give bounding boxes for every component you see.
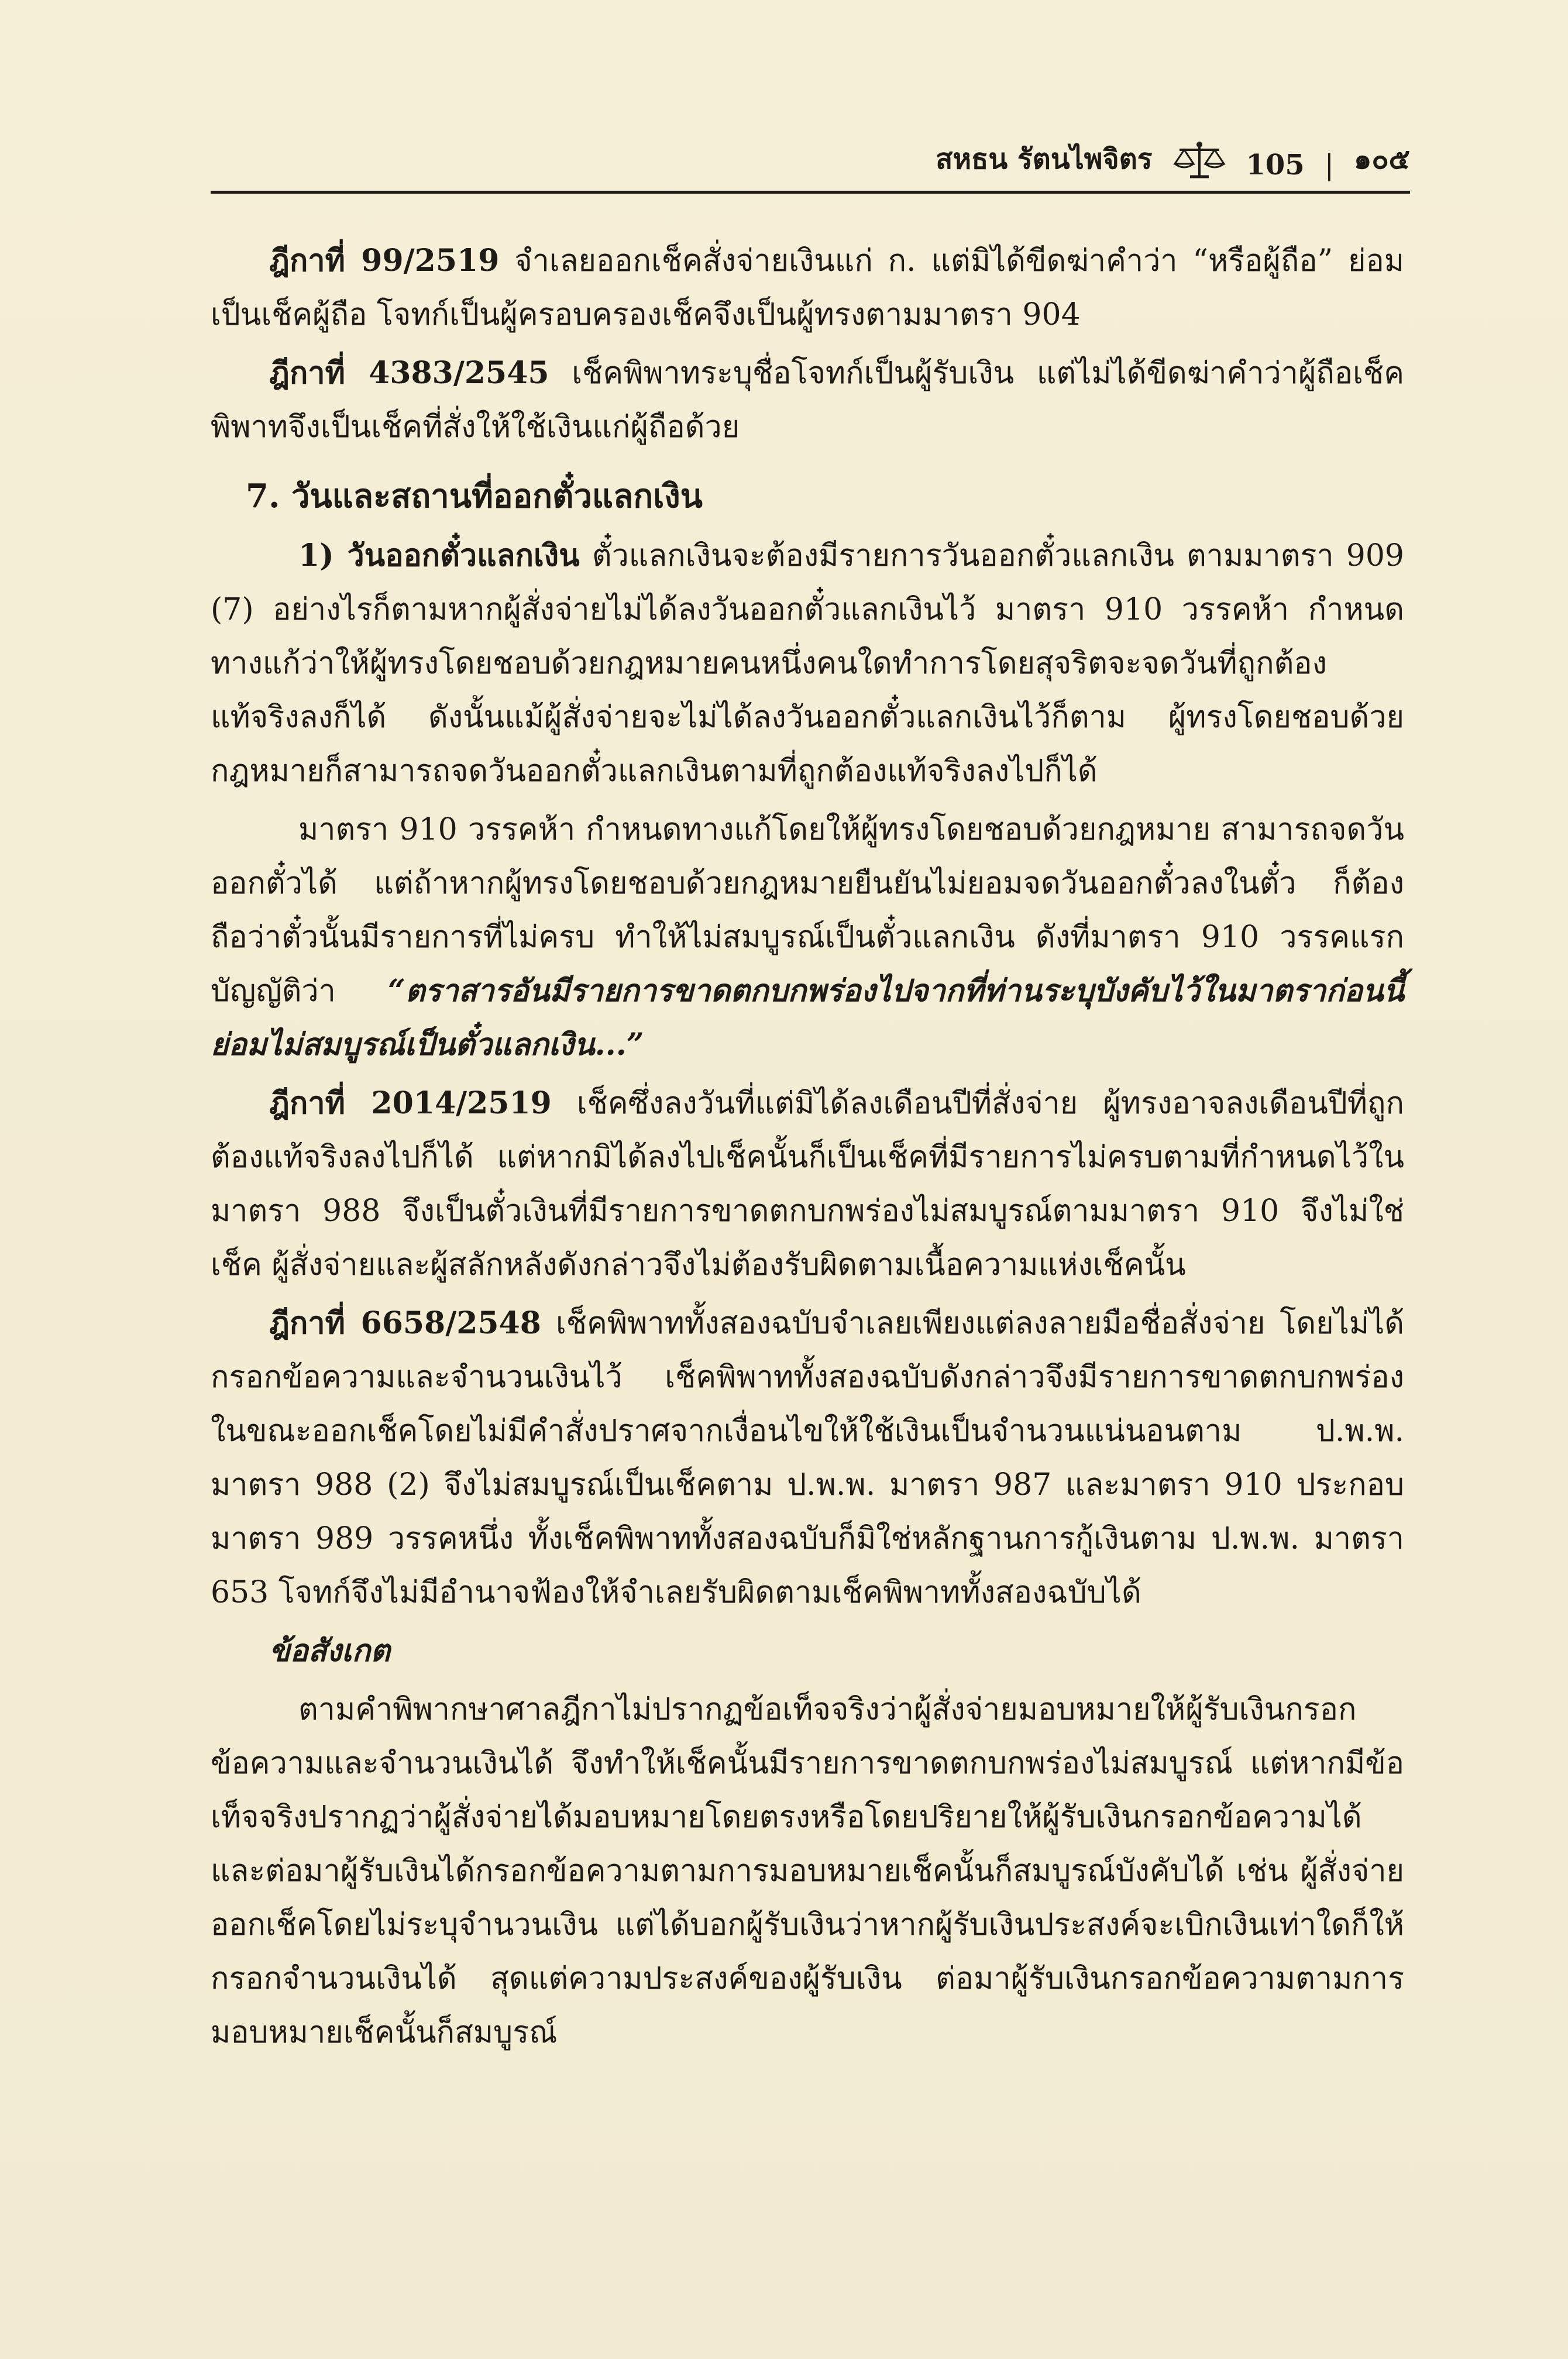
section-heading: 7. วันและสถานที่ออกตั๋วแลกเงิน: [246, 477, 703, 515]
case-label: ฎีกาที่ 4383/2545: [269, 355, 549, 391]
note-title: ข้อสังเกต: [269, 1633, 390, 1669]
paragraph-text: ตั๋วแลกเงินจะต้องมีรายการวันออกตั๋วแลกเงิน ตามมาตรา 909 (7) อย่างไรก็ตามหากผู้สั่งจ่ายไม่ได้ลงวันออกตั๋วแลกเงินไว้ มาตรา 910 วรรคห้า กำหนดทางแก้ว่าให้ผู้ทรงโดยชอบด้วยกฎหมายคนหนึ่งคนใดทำการโดยสุจริตจะจดวันที่ถูกต้องแท้จริงลงก็ได้ ดังนั้นแม้ผู้สั่งจ่ายจะไม่ได้ลงวันออกตั๋วแลกเงินไว้ก็ตาม ผู้ทรงโดยชอบด้วยกฎหมายก็สามารถจดวันออกตั๋วแลกเงินตามที่ถูกต้องแท้จริงลงไปก็ได้: [211, 538, 1404, 789]
paragraph-case-6658-2548: [211, 1297, 1404, 1619]
page-number-arabic: 105: [1246, 149, 1305, 181]
case-label: ฎีกาที่ 99/2519: [269, 243, 500, 278]
note-paragraph: ตามคำพิพากษาศาลฎีกาไม่ปรากฏข้อเท็จจริงว่าผู้สั่งจ่ายมอบหมายให้ผู้รับเงินกรอกข้อความและจำนวนเงินได้ จึงทำให้เช็คนั้นมีรายการขาดตกบกพร่องไม่สมบูรณ์ แต่หากมีข้อเท็จจริงปรากฏว่าผู้สั่งจ่ายได้มอบหมายโดยตรงหรือโดยปริยายให้ผู้รับเงินกรอกข้อความได้ และต่อมาผู้รับเงินได้กรอกข้อความตามการมอบหมายเช็คนั้นก็สมบูรณ์บังคับได้ เช่น ผู้สั่งจ่ายออกเช็คโดยไม่ระบุจำนวนเงิน แต่ได้บอกผู้รับเงินว่าหากผู้รับเงินประสงค์จะเบิกเงินเท่าใดก็ให้กรอกจำนวนเงินได้ สุดแต่ความประสงค์ของผู้รับเงิน ต่อมาผู้รับเงินกรอกข้อความตามการมอบหมายเช็คนั้นก็สมบูรณ์: [211, 1692, 1404, 2050]
paragraph-case-4383-2545: [211, 346, 1404, 454]
scales-of-justice-icon: [1172, 140, 1226, 181]
paragraph-section-910: [211, 803, 1404, 1072]
case-label: ฎีกาที่ 2014/2519: [269, 1085, 552, 1121]
case-text: เช็คพิพาททั้งสองฉบับจำเลยเพียงแต่ลงลายมือชื่อสั่งจ่าย โดยไม่ได้กรอกข้อความและจำนวนเงินไว้ เช็คพิพาททั้งสองฉบับดังกล่าวจึงมีรายการขาดตกบกพร่องในขณะออกเช็คโดยไม่มีคำสั่งปราศจากเงื่อนไขให้ใช้เงินเป็นจำนวนแน่นอนตาม ป.พ.พ. มาตรา 988 (2) จึงไม่สมบูรณ์เป็นเช็คตาม ป.พ.พ. มาตรา 987 และมาตรา 910 ประกอบมาตรา 989 วรรคหนึ่ง ทั้งเช็คพิพาททั้งสองฉบับก็มิใช่หลักฐานการกู้เงินตาม ป.พ.พ. มาตรา 653 โจทก์จึงไม่มีอำนาจฟ้องให้จำเลยรับผิดตามเช็คพิพาททั้งสองฉบับได้: [211, 1306, 1404, 1610]
case-text: จำเลยออกเช็คสั่งจ่ายเงินแก่ ก. แต่มิได้ขีดฆ่าคำว่า “หรือผู้ถือ” ย่อมเป็นเช็คผู้ถือ โจทก์เป็นผู้ครอบครองเช็คจึงเป็นผู้ทรงตามมาตรา 904: [211, 243, 1404, 332]
paragraph-text: มาตรา 910 วรรคห้า กำหนดทางแก้โดยให้ผู้ทรงโดยชอบด้วยกฎหมาย สามารถจดวันออกตั๋วได้ แต่ถ้าหากผู้ทรงโดยชอบด้วยกฎหมายยืนยันไม่ยอมจดวันออกตั๋วลงในตั๋ว ก็ต้องถือว่าตั๋วนั้นมีรายการที่ไม่ครบ ทำให้ไม่สมบูรณ์เป็นตั๋วแลกเงิน ดังที่มาตรา 910 วรรคแรก บัญญัติว่า: [211, 812, 1404, 1009]
page-body: [211, 234, 1404, 2064]
paragraph-issue-date: [211, 529, 1404, 798]
page-number-thai: ๑๐๕: [1353, 143, 1410, 176]
author-name: สหธน รัตนไพจิตร: [936, 143, 1153, 176]
case-text: เช็คซึ่งลงวันที่แต่มิได้ลงเดือนปีที่สั่งจ่าย ผู้ทรงอาจลงเดือนปีที่ถูกต้องแท้จริงลงไปก็ได้ แต่หากมิได้ลงไปเช็คนั้นก็เป็นเช็คที่มีรายการไม่ครบตามที่กำหนดไว้ในมาตรา 988 จึงเป็นตั๋วเงินที่มีรายการขาดตกบกพร่องไม่สมบูรณ์ตามมาตรา 910 จึงไม่ใช่เช็ค ผู้สั่งจ่ายและผู้สลักหลังดังกล่าวจึงไม่ต้องรับผิดตามเนื้อความแห่งเช็คนั้น: [211, 1086, 1405, 1282]
paragraph-case-99-2519: [211, 234, 1404, 342]
subsection-label: 1) วันออกตั๋วแลกเงิน: [298, 538, 580, 573]
page-number-separator: |: [1324, 149, 1334, 181]
case-label: ฎีกาที่ 6658/2548: [269, 1305, 541, 1341]
running-header: [211, 111, 1410, 194]
case-text: เช็คพิพาทระบุชื่อโจทก์เป็นผู้รับเงิน แต่ไม่ได้ขีดฆ่าคำว่าผู้ถือเช็คพิพาทจึงเป็นเช็คที่สั่งให้ใช้เงินแก่ผู้ถือด้วย: [211, 356, 1404, 445]
statute-quote: “ตราสารอันมีรายการขาดตกบกพร่องไปจากที่ท่านระบุบังคับไว้ในมาตราก่อนนี้ ย่อมไม่สมบูรณ์เป็นตั๋วแลกเงิน...”: [211, 973, 1404, 1062]
paragraph-case-2014-2519: [211, 1077, 1404, 1292]
